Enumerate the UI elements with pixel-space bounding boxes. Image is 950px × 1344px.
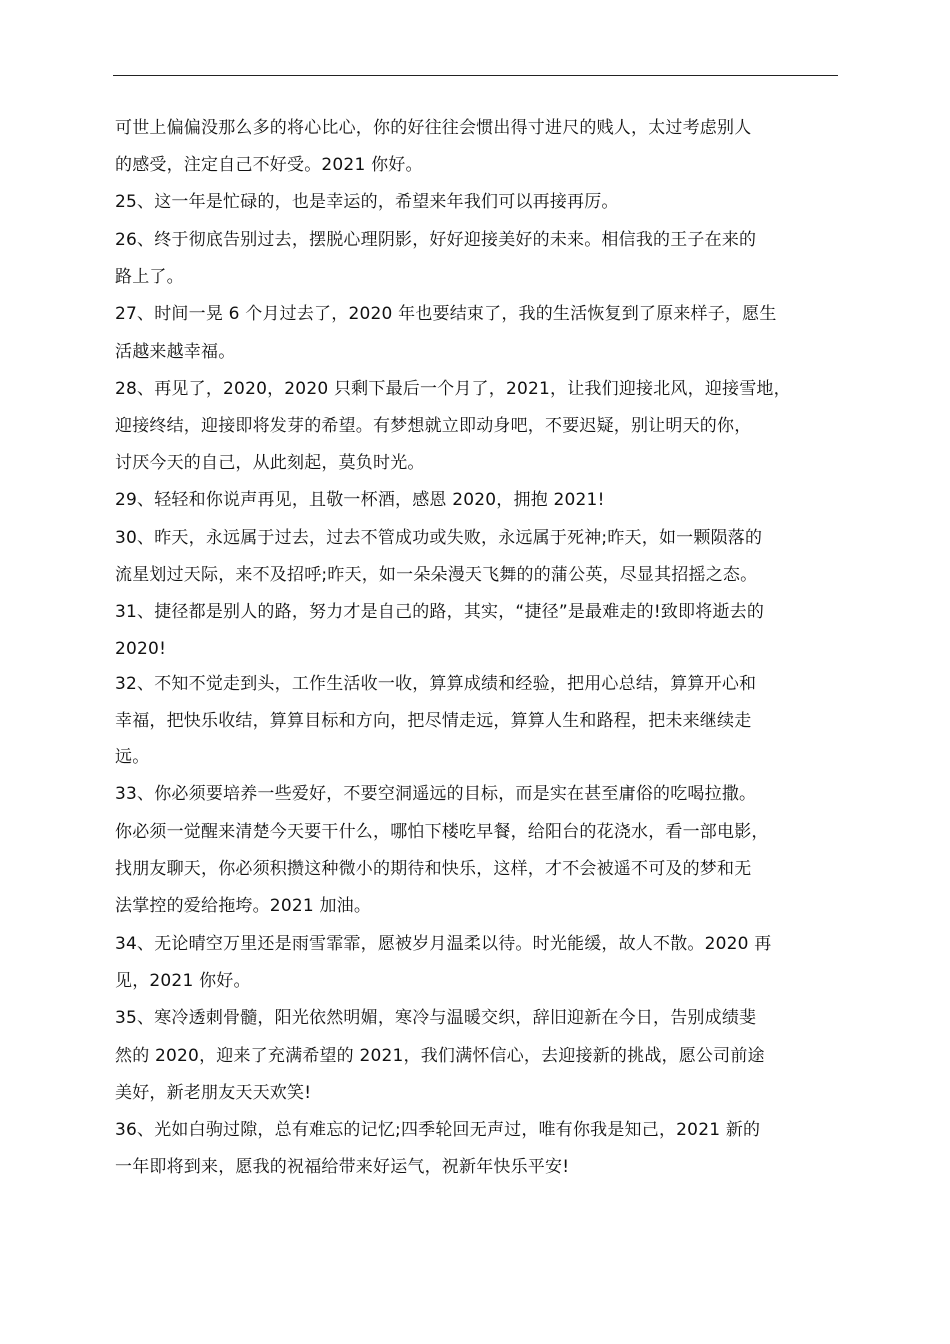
text-line: 的感受，注定自己不好受。2021 你好。 <box>115 155 423 175</box>
text-line: 见，2021 你好。 <box>115 971 251 991</box>
text-line: 26、终于彻底告别过去，摆脱心理阴影，好好迎接美好的未来。相信我的王子在来的 <box>115 230 757 250</box>
text-line: 远。 <box>115 747 150 767</box>
text-line: 32、不知不觉走到头，工作生活收一收，算算成绩和经验，把用心总结，算算开心和 <box>115 674 757 694</box>
text-line: 可世上偏偏没那么多的将心比心，你的好往往会惯出得寸进尺的贱人，太过考虑别人 <box>115 118 752 138</box>
text-line: 一年即将到来，愿我的祝福给带来好运气，祝新年快乐平安! <box>115 1157 570 1177</box>
text-line: 流星划过天际，来不及招呼;昨天，如一朵朵漫天飞舞的的蒲公英，尽显其招摇之态。 <box>115 565 758 585</box>
text-line: 法掌控的爱给拖垮。2021 加油。 <box>115 896 372 916</box>
text-line: 2020! <box>115 639 167 659</box>
text-line: 迎接终结，迎接即将发芽的希望。有梦想就立即动身吧，不要迟疑，别让明天的你， <box>115 416 752 436</box>
text-line: 美好，新老朋友天天欢笑! <box>115 1083 312 1103</box>
header-rule <box>113 75 838 76</box>
text-line: 36、光如白驹过隙，总有难忘的记忆;四季轮回无声过，唯有你我是知己，2021 新的 <box>115 1120 761 1140</box>
text-line: 28、再见了，2020，2020 只剩下最后一个月了，2021，让我们迎接北风，迎接雪地， <box>115 379 791 399</box>
text-line: 幸福，把快乐收结，算算目标和方向，把尽情走远，算算人生和路程，把未来继续走 <box>115 711 752 731</box>
text-line: 路上了。 <box>115 267 184 287</box>
text-line: 29、轻轻和你说声再见，且敬一杯酒，感恩 2020，拥抱 2021! <box>115 490 605 510</box>
text-line: 你必须一觉醒来清楚今天要干什么，哪怕下楼吃早餐，给阳台的花浇水，看一部电影， <box>115 822 769 842</box>
text-line: 35、寒冷透刺骨髓，阳光依然明媚，寒冷与温暖交织，辞旧迎新在今日，告别成绩斐 <box>115 1008 757 1028</box>
text-line: 讨厌今天的自己，从此刻起，莫负时光。 <box>115 453 425 473</box>
text-line: 然的 2020，迎来了充满希望的 2021，我们满怀信心，去迎接新的挑战，愿公司前途 <box>115 1046 765 1066</box>
text-line: 27、时间一晃 6 个月过去了，2020 年也要结束了，我的生活恢复到了原来样子，愿生 <box>115 304 777 324</box>
text-line: 找朋友聊天，你必须积攒这种微小的期待和快乐，这样，才不会被遥不可及的梦和无 <box>115 859 752 879</box>
text-line: 31、捷径都是别人的路，努力才是自己的路，其实，“捷径”是最难走的!致即将逝去的 <box>115 602 765 622</box>
text-line: 34、无论晴空万里还是雨雪霏霏，愿被岁月温柔以待。时光能缓，故人不散。2020 再 <box>115 934 772 954</box>
text-line: 活越来越幸福。 <box>115 342 236 362</box>
text-line: 30、昨天，永远属于过去，过去不管成功或失败，永远属于死神;昨天，如一颗陨落的 <box>115 528 763 548</box>
text-line: 25、这一年是忙碌的，也是幸运的，希望来年我们可以再接再厉。 <box>115 192 619 212</box>
text-line: 33、你必须要培养一些爱好，不要空洞遥远的目标，而是实在甚至庸俗的吃喝拉撒。 <box>115 784 757 804</box>
